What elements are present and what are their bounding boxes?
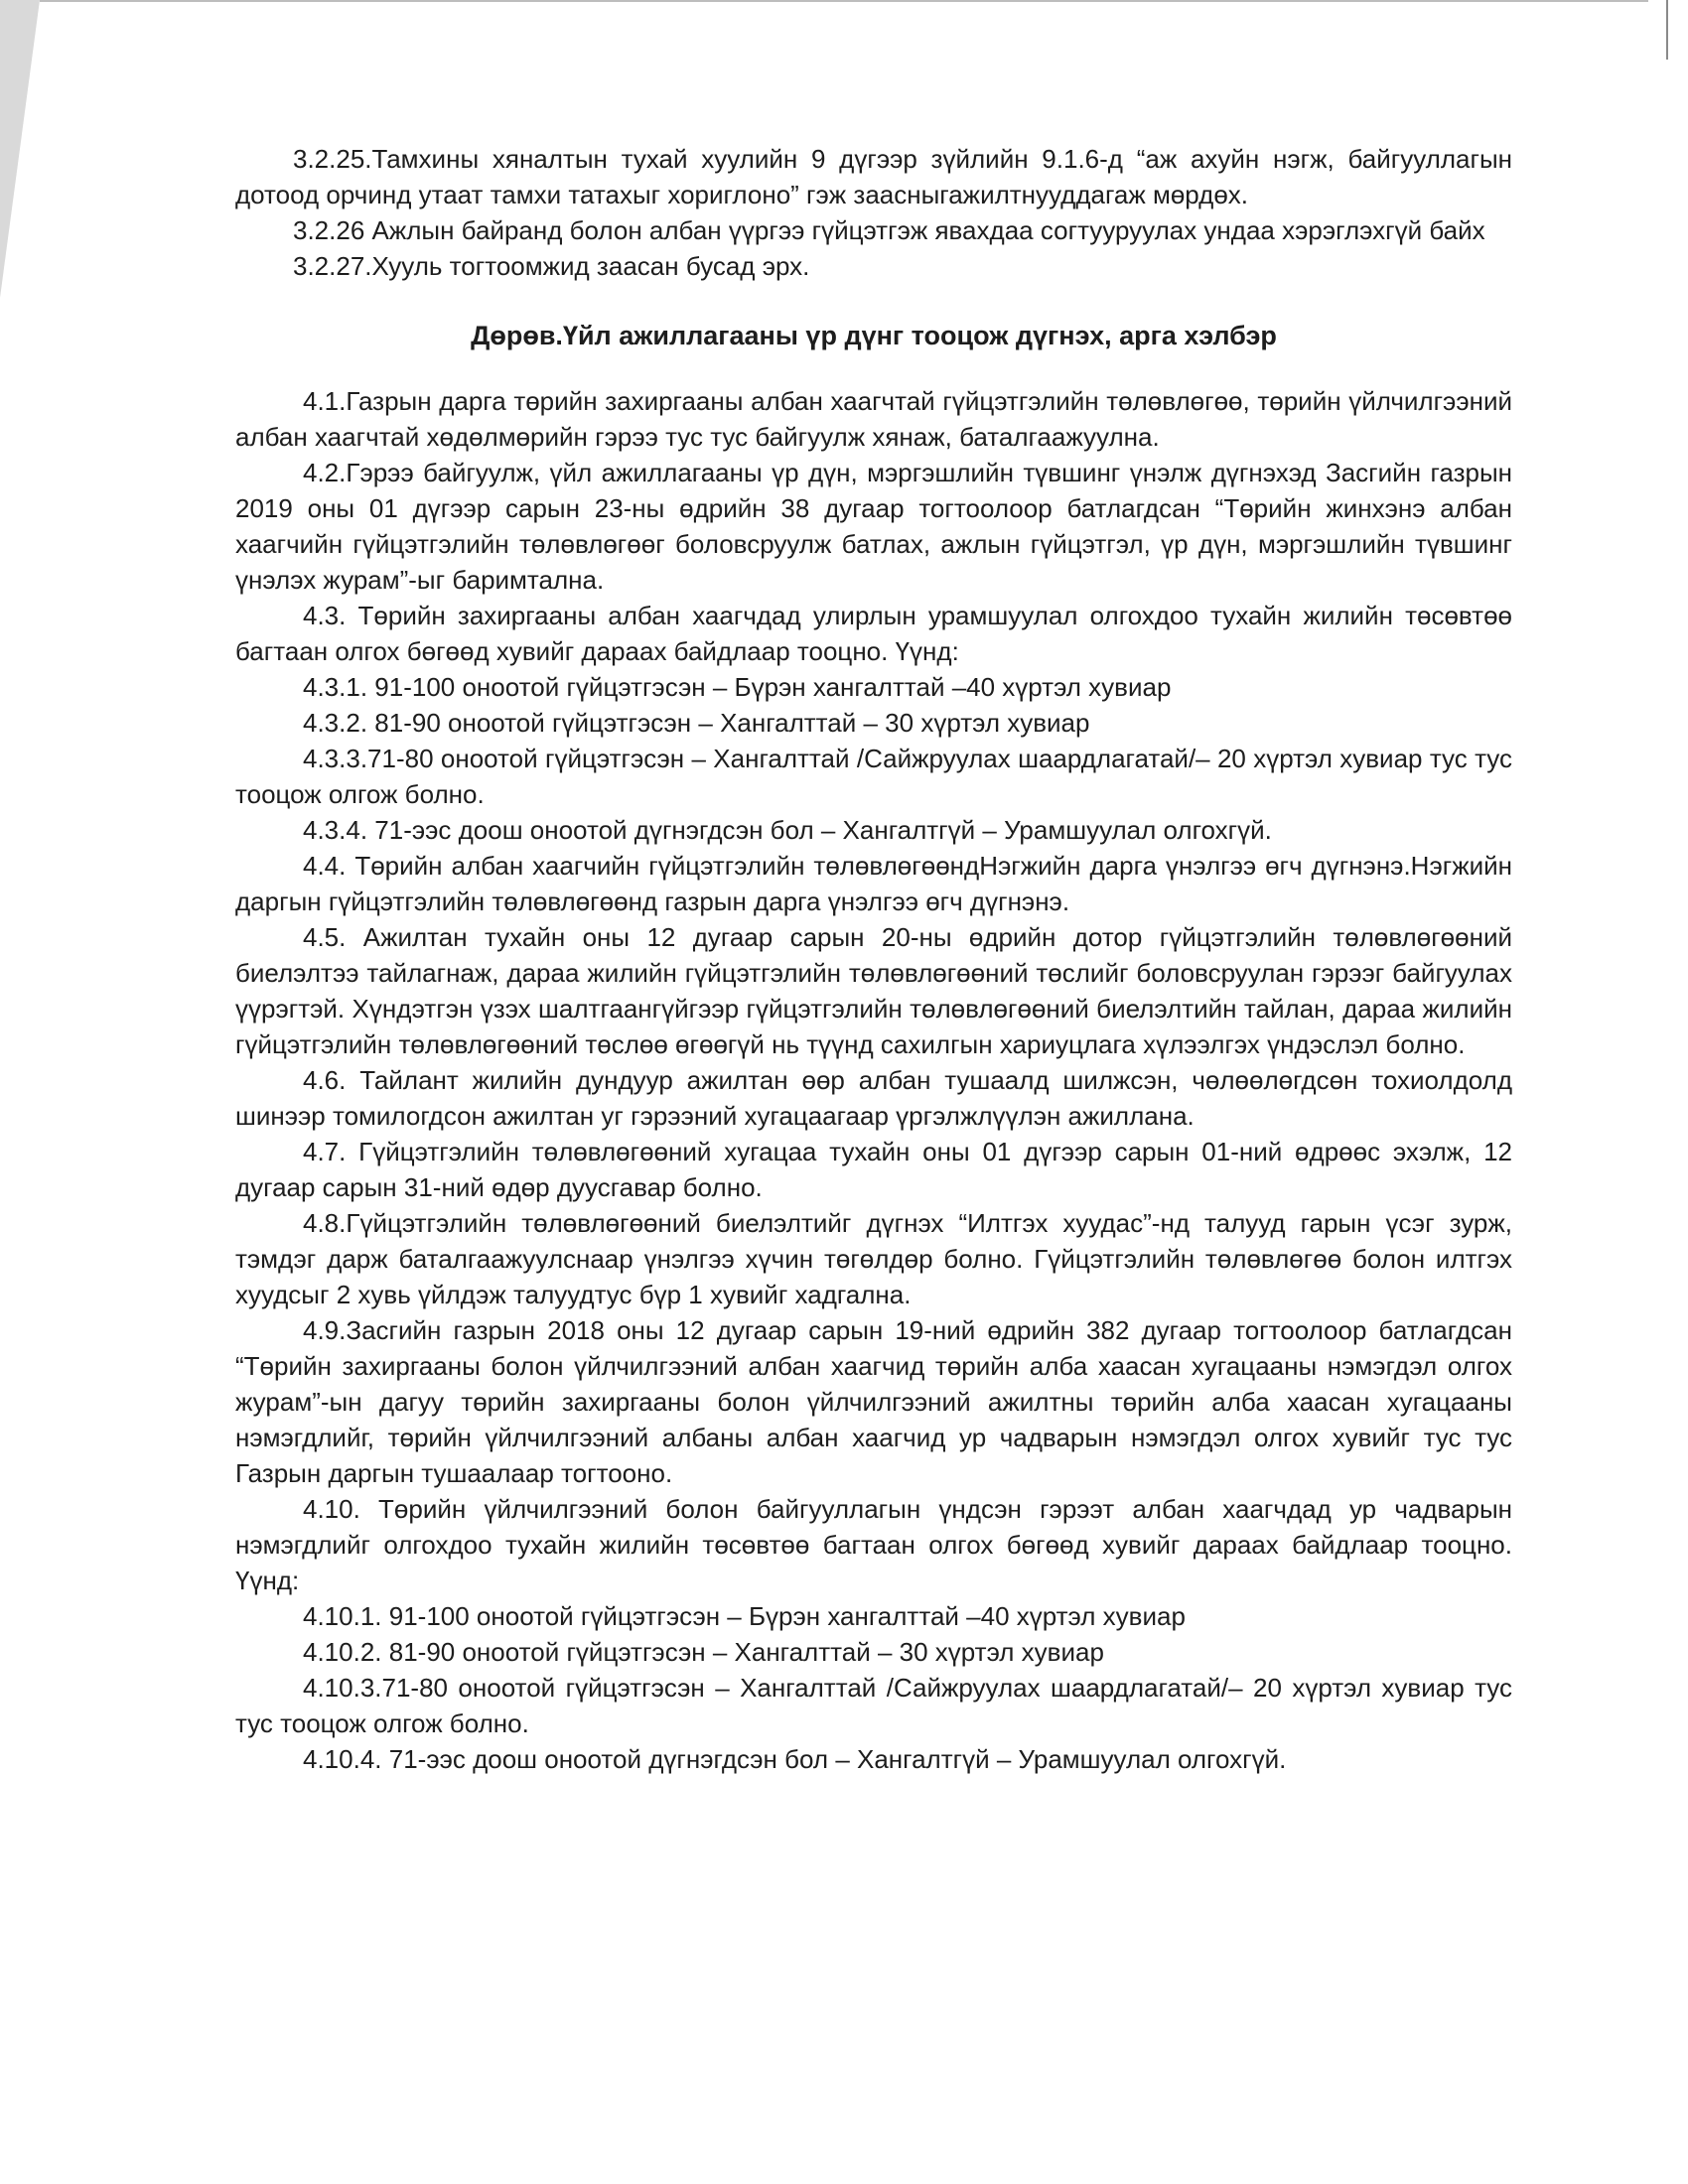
paragraph-4-3-3: 4.3.3.71-80 оноотой гүйцэтгэсэн – Хангалттай /Сайжруулах шаардлагатай/– 20 хүртэл хувиар тус тус тооцож олгож болно. bbox=[235, 744, 1512, 809]
paragraph-4-10: 4.10. Төрийн үйлчилгээний болон байгууллагын үндсэн гэрээт албан хаагчдад ур чадварын нэмэгдлийг олгохдоо тухайн жилийн төсөвтөө багтаан олгох бөгөөд хувийг дараах байдлаар тооцно. Үүнд: bbox=[235, 1494, 1512, 1595]
document-page bbox=[235, 141, 1512, 1777]
paragraph-4-1: 4.1.Газрын дарга төрийн захиргааны албан хаагчтай гүйцэтгэлийн төлөвлөгөө, төрийн үйлчилгээний албан хаагчтай хөдөлмөрийн гэрээ тус тус байгуулж хянаж, баталгаажуулна. bbox=[235, 386, 1512, 452]
paragraph-4-10-4: 4.10.4. 71-ээс доош оноотой дүгнэгдсэн бол – Хангалтгүй – Урамшуулал олгохгүй. bbox=[303, 1744, 1287, 1774]
paragraph-4-6: 4.6. Тайлант жилийн дундуур ажилтан өөр албан тушаалд шилжсэн, чөлөөлөгдсөн тохиолдолд шинээр томилогдсон ажилтан уг гэрээний хугацаагаар үргэлжлүүлэн ажиллана. bbox=[235, 1065, 1512, 1131]
scan-top-edge bbox=[40, 0, 1648, 2]
paragraph-4-10-2: 4.10.2. 81-90 оноотой гүйцэтгэсэн – Хангалттай – 30 хүртэл хувиар bbox=[303, 1637, 1104, 1667]
section-heading: Дөрөв.Үйл ажиллагааны үр дүнг тооцож дүгнэх, арга хэлбэр bbox=[471, 321, 1277, 350]
paragraph-4-9: 4.9.Засгийн газрын 2018 оны 12 дугаар сарын 19-ний өдрийн 382 дугаар тогтоолоор батлагдсан “Төрийн захиргааны болон үйлчилгээний албан хаагчид төрийн алба хаасан хугацааны нэмэгдэл олгох журам”-ын дагуу төрийн захиргааны болон үйлчилгээний ажилтны төрийн алба хаасан хугацааны нэмэгдлийг, төрийн үйлчилгээний албаны албан хаагчид ур чадварын нэмэгдэл олгох хувийг тус тус Газрын даргын тушаалаар тогтооно. bbox=[235, 1315, 1512, 1488]
paragraph-4-7: 4.7. Гүйцэтгэлийн төлөвлөгөөний хугацаа тухайн оны 01 дүгээр сарын 01-ний өдрөөс эхэлж, 12 дугаар сарын 31-ний өдөр дуусгавар болно. bbox=[235, 1137, 1512, 1202]
paragraph-4-3: 4.3. Төрийн захиргааны албан хаагчдад улирлын урамшуулал олгохдоо тухайн жилийн төсөвтөө багтаан олгох бөгөөд хувийг дараах байдлаар тооцно. Үүнд: bbox=[235, 601, 1512, 666]
paragraph-4-10-3: 4.10.3.71-80 оноотой гүйцэтгэсэн – Хангалттай /Сайжруулах шаардлагатай/– 20 хүртэл хувиар тус тус тооцож олгож болно. bbox=[235, 1673, 1512, 1738]
paragraph-4-5: 4.5. Ажилтан тухайн оны 12 дугаар сарын 20-ны өдрийн дотор гүйцэтгэлийн төлөвлөгөөний биелэлтээ тайлагнаж, дараа жилийн гүйцэтгэлийн төлөвлөгөөний төслийг боловсруулан гэрээг байгуулах үүрэгтэй. Хүндэтгэн үзэх шалтгаангүйгээр гүйцэтгэлийн төлөвлөгөөний биелэлтийн тайлан, дараа жилийн гүйцэтгэлийн төлөвлөгөөний төслөө өгөөгүй нь түүнд сахилгын хариуцлага хүлээлгэх үндэслэл болно. bbox=[235, 922, 1512, 1059]
paragraph-4-2: 4.2.Гэрээ байгуулж, үйл ажиллагааны үр дүн, мэргэшлийн түвшинг үнэлж дүгнэхэд Засгийн газрын 2019 оны 01 дүгээр сарын 23-ны өдрийн 38 дугаар тогтоолоор батлагдсан “Төрийн жинхэнэ албан хаагчийн гүйцэтгэлийн төлөвлөгөөг боловсруулж батлах, ажлын гүйцэтгэл, үр дүн, мэргэшлийн түвшинг үнэлэх журам”-ыг баримтална. bbox=[235, 458, 1512, 595]
paragraph-4-4: 4.4. Төрийн албан хаагчийн гүйцэтгэлийн төлөвлөгөөндНэгжийн дарга үнэлгээ өгч дүгнэнэ.Нэгжийн даргын гүйцэтгэлийн төлөвлөгөөнд газрын дарга үнэлгээ өгч дүгнэнэ. bbox=[235, 851, 1512, 916]
paragraph-4-10-1: 4.10.1. 91-100 оноотой гүйцэтгэсэн – Бүрэн хангалттай –40 хүртэл хувиар bbox=[303, 1601, 1186, 1631]
paragraph-3-2-27: 3.2.27.Хууль тогтоомжид заасан бусад эрх. bbox=[293, 251, 810, 281]
scan-right-edge bbox=[1666, 0, 1668, 60]
paragraph-4-8: 4.8.Гүйцэтгэлийн төлөвлөгөөний биелэлтийг дүгнэх “Илтгэх хуудас”-нд талууд гарын үсэг зурж, тэмдэг дарж баталгаажуулснаар үнэлгээ хүчин төгөлдөр болно. Гүйцэтгэлийн төлөвлөгөө болон илтгэх хуудсыг 2 хувь үйлдэж талуудтус бүр 1 хувийг хадгална. bbox=[235, 1208, 1512, 1309]
paragraph-4-3-2: 4.3.2. 81-90 оноотой гүйцэтгэсэн – Хангалттай – 30 хүртэл хувиар bbox=[303, 708, 1090, 738]
paragraph-3-2-25: 3.2.25.Тамхины хяналтын тухай хуулийн 9 дүгээр зүйлийн 9.1.6-д “аж ахуйн нэгж, байгууллагын дотоод орчинд утаат тамхи татахыг хориглоно” гэж заасныгажилтнууддагаж мөрдөх. bbox=[235, 144, 1512, 209]
paragraph-4-3-4: 4.3.4. 71-ээс доош оноотой дүгнэгдсэн бол – Хангалтгүй – Урамшуулал олгохгүй. bbox=[303, 815, 1272, 845]
paragraph-4-3-1: 4.3.1. 91-100 оноотой гүйцэтгэсэн – Бүрэн хангалттай –40 хүртэл хувиар bbox=[303, 672, 1172, 702]
scan-fold-corner bbox=[0, 0, 40, 298]
paragraph-3-2-26: 3.2.26 Ажлын байранд болон албан үүргээ гүйцэтгэж явахдаа согтууруулах ундаа хэрэглэхгүй байх bbox=[293, 215, 1485, 245]
